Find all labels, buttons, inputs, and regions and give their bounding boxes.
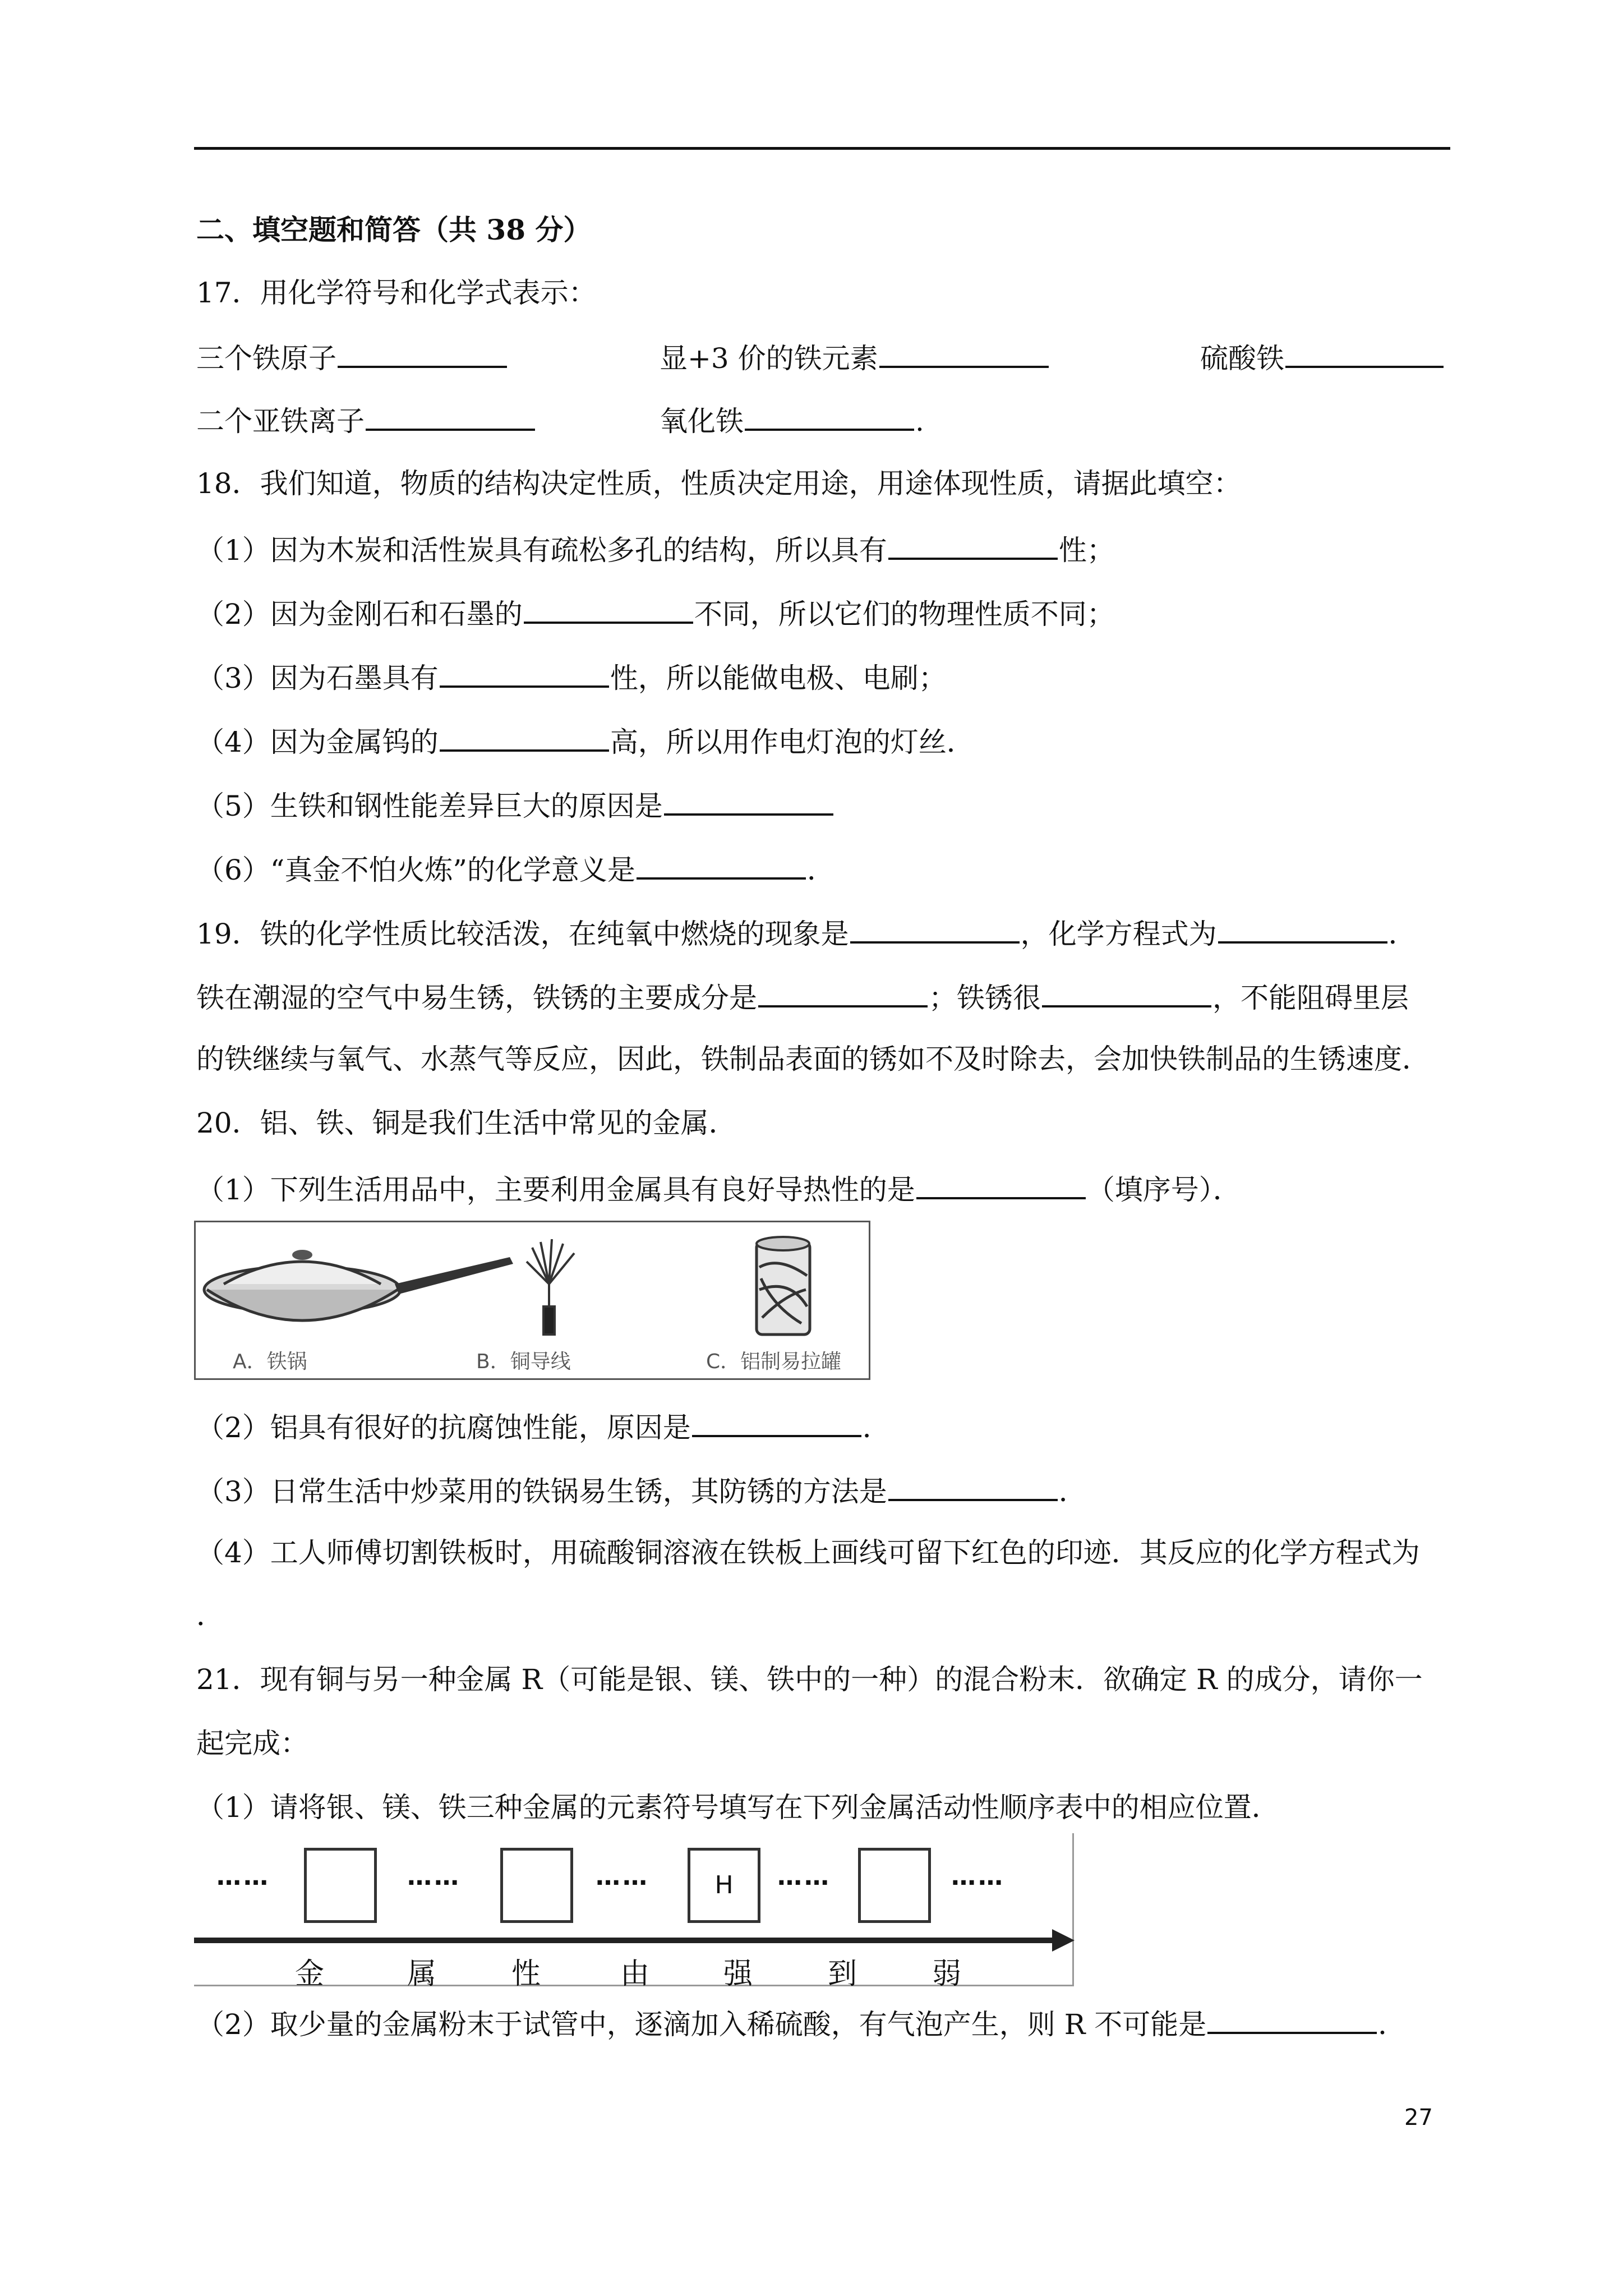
answer-blank[interactable] (850, 913, 1020, 944)
household-items-drawing (196, 1222, 869, 1346)
q18-part-4: （4）因为金属钨的 高，所以用作电灯泡的灯丝． (196, 721, 975, 760)
header-rule (194, 147, 1450, 150)
aluminum-can-icon (757, 1237, 810, 1335)
empty-answer-box[interactable] (304, 1848, 377, 1923)
q18-part-2: （2）因为金刚石和石墨的 不同，所以它们的物理性质不同； (196, 593, 1115, 632)
answer-blank[interactable] (1207, 2004, 1377, 2034)
answer-blank[interactable] (1218, 913, 1387, 944)
answer-blank[interactable] (440, 657, 609, 688)
empty-answer-box[interactable] (858, 1848, 931, 1923)
answer-blank[interactable] (888, 1471, 1058, 1501)
figure-caption-a: A．铁锅 (233, 1350, 307, 1373)
answer-blank[interactable] (1042, 977, 1211, 1007)
q20-part-4: （4）工人师傅切割铁板时，用硫酸铜溶液在铁板上画线可留下红色的印迹．其反应的化学方程式为 (196, 1536, 1420, 1569)
answer-blank[interactable] (692, 1407, 861, 1437)
empty-answer-box[interactable] (500, 1848, 573, 1923)
q18-part-5: （5）生铁和钢性能差异巨大的原因是 (196, 785, 834, 824)
figure-caption-b: B．铜导线 (476, 1350, 571, 1373)
activity-series-figure (194, 1833, 1073, 1991)
ellipsis: …… (407, 1862, 461, 1891)
q17-item-4: 二个亚铁离子 (196, 401, 536, 439)
answer-blank[interactable] (637, 849, 806, 880)
q21-line-1: 21．现有铜与另一种金属 R（可能是银、镁、铁中的一种）的混合粉末．欲确定 R 的成分，请你一 (196, 1663, 1423, 1696)
q21-part-1: （1）请将银、镁、铁三种金属的元素符号填写在下列金属活动性顺序表中的相应位置． (196, 1791, 1280, 1824)
q20-stem: 20．铝、铁、铜是我们生活中常见的金属． (196, 1107, 737, 1139)
q19-line-1: 19．铁的化学性质比较活泼，在纯氧中燃烧的现象是 ，化学方程式为 ． (196, 913, 1417, 952)
q21-part-2: （2）取少量的金属粉末于试管中，逐滴加入稀硫酸，有气泡产生，则 R 不可能是 ． (196, 2004, 1406, 2042)
copper-wire-icon (527, 1239, 574, 1335)
q19-line-3: 的铁继续与氧气、水蒸气等反应，因此，铁制品表面的锈如不及时除去，会加快铁制品的生锈速度． (196, 1043, 1430, 1075)
axis-char: 弱 (932, 1957, 962, 1991)
answer-blank[interactable] (758, 977, 928, 1007)
q20-part-4-end: ． (196, 1599, 224, 1632)
ellipsis: …… (777, 1862, 831, 1891)
answer-blank[interactable] (440, 721, 609, 752)
q17-stem: 17．用化学符号和化学式表示： (196, 277, 597, 309)
answer-blank[interactable] (366, 401, 535, 431)
axis-char: 属 (407, 1957, 437, 1991)
section-title: 二、填空题和简答（共 38 分） (196, 213, 592, 246)
q18-part-6: （6）“真金不怕火炼”的化学意义是 ． (196, 849, 835, 888)
q17-item-3: 硫酸铁 (1200, 338, 1445, 376)
q18-part-1: （1）因为木炭和活性炭具有疏松多孔的结构，所以具有 性； (196, 530, 1115, 568)
axis-char: 金 (295, 1957, 325, 1991)
arrow-shaft (194, 1938, 1058, 1943)
q20-part-2: （2）铝具有很好的抗腐蚀性能，原因是 ． (196, 1407, 891, 1446)
answer-blank[interactable] (916, 1169, 1086, 1199)
q17-item-5: 氧化铁 . (660, 401, 924, 439)
figure-caption-c: C．铝制易拉罐 (706, 1350, 842, 1373)
q20-part-3: （3）日常生活中炒菜用的铁锅易生锈，其防锈的方法是 ． (196, 1471, 1087, 1510)
household-items-figure (194, 1221, 870, 1380)
arrow-right-icon (1052, 1929, 1075, 1952)
q21-line-2: 起完成： (196, 1727, 308, 1760)
q18-part-3: （3）因为石墨具有 性，所以能做电极、电刷； (196, 657, 947, 696)
hydrogen-box: H (688, 1848, 760, 1923)
page-number: 27 (1404, 2105, 1433, 2131)
wok-icon (204, 1250, 513, 1320)
answer-blank[interactable] (524, 593, 693, 624)
axis-char: 性 (511, 1957, 541, 1991)
axis-char: 由 (620, 1957, 650, 1991)
ellipsis: …… (951, 1862, 1005, 1891)
q17-item-2: 显+3 价的铁元素 (660, 338, 1050, 376)
answer-blank[interactable] (664, 785, 833, 816)
answer-blank[interactable] (1285, 338, 1444, 368)
axis-char: 到 (828, 1957, 857, 1991)
answer-blank[interactable] (879, 338, 1049, 368)
q18-stem: 18．我们知道，物质的结构决定性质，性质决定用途，用途体现性质，请据此填空： (196, 467, 1242, 500)
q19-line-2: 铁在潮湿的空气中易生锈，铁锈的主要成分是 ；铁锈很 ，不能阻碍里层 (196, 977, 1409, 1016)
q20-part-1: （1）下列生活用品中，主要利用金属具有良好导热性的是 （填序号）． (196, 1169, 1241, 1208)
answer-blank[interactable] (745, 401, 914, 431)
ellipsis: …… (596, 1862, 649, 1891)
ellipsis: …… (216, 1862, 270, 1891)
answer-blank[interactable] (888, 530, 1058, 560)
answer-blank[interactable] (338, 338, 507, 368)
axis-char: 强 (723, 1957, 753, 1991)
q17-item-1: 三个铁原子 (196, 338, 508, 376)
